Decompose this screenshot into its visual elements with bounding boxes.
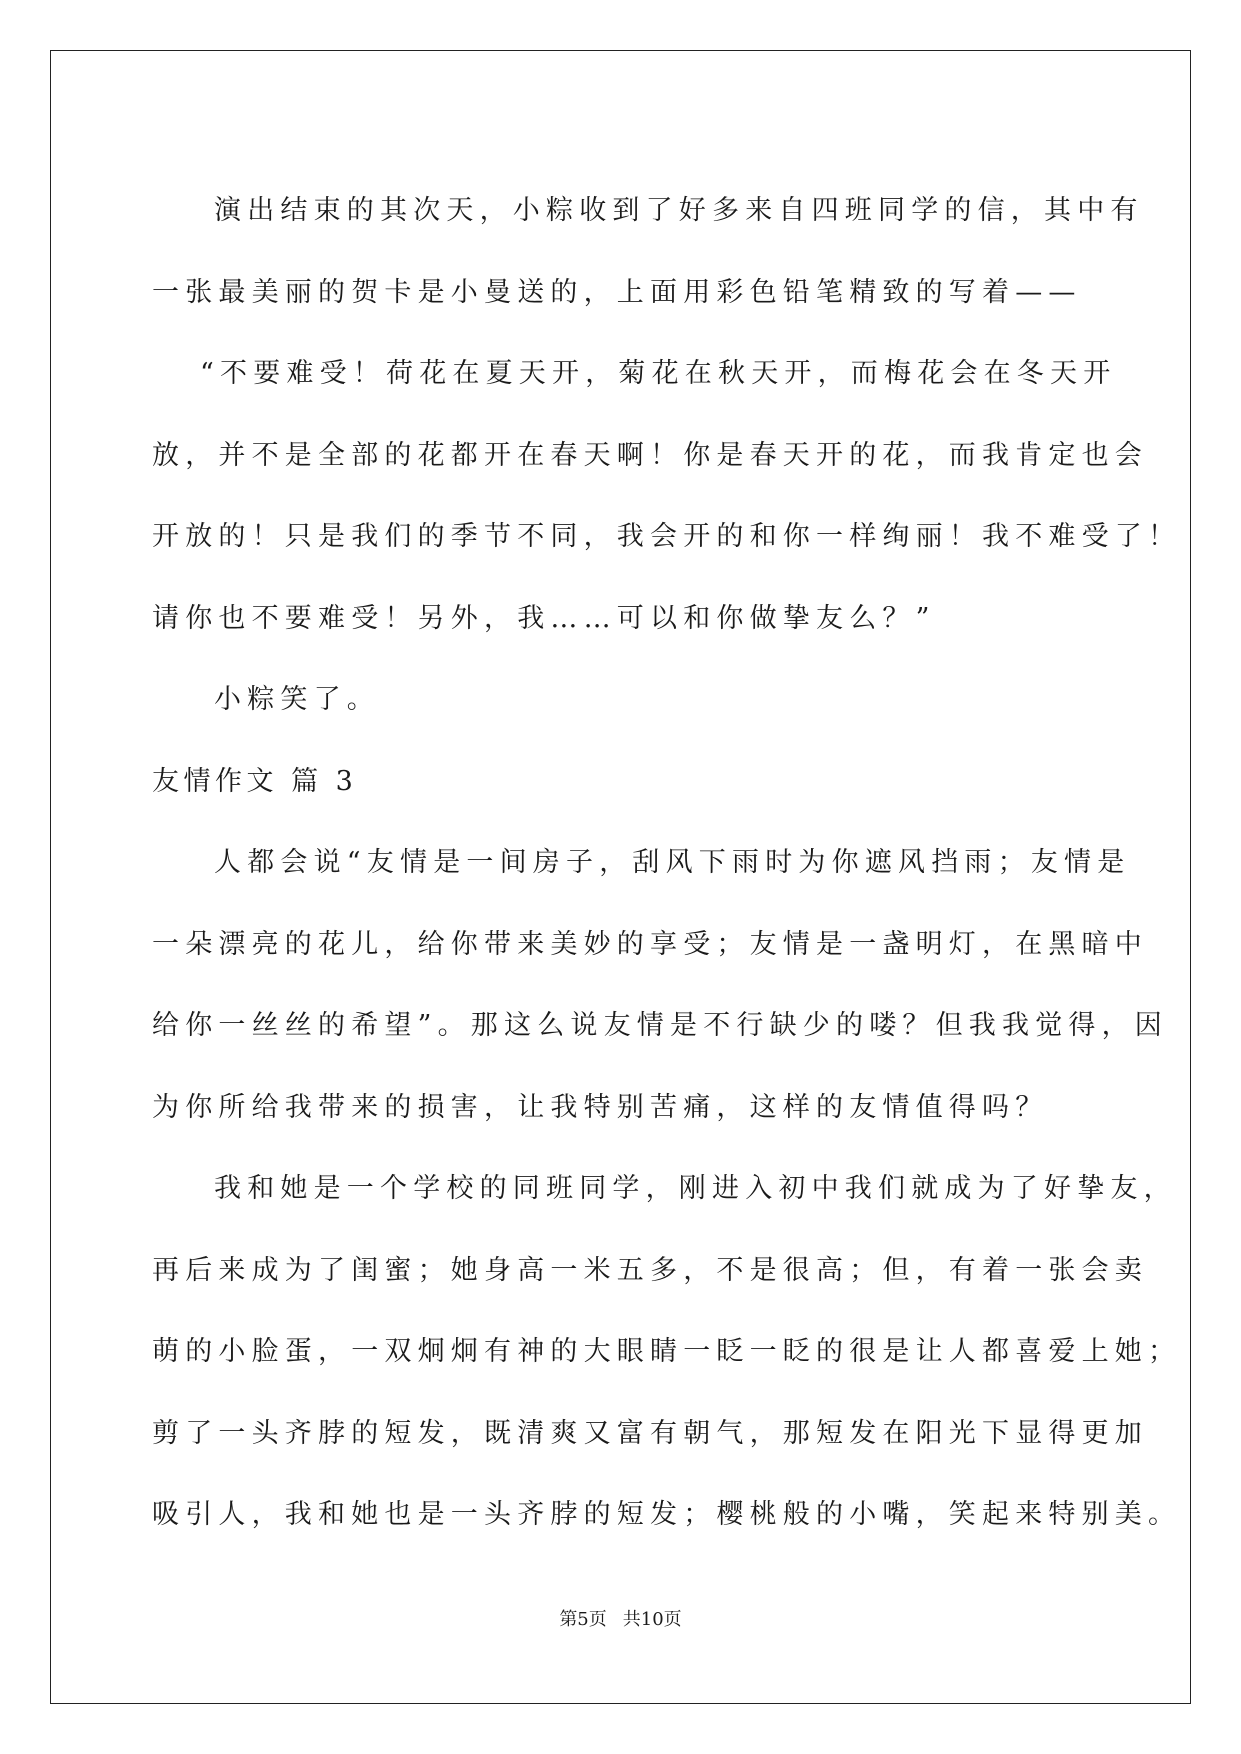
document-body <box>152 170 1182 1556</box>
paragraph-line: 萌的小脸蛋，一双炯炯有神的大眼睛一眨一眨的很是让人都喜爱上她； <box>152 1336 1182 1367</box>
page-total: 共10页 <box>622 1609 682 1630</box>
paragraph-line: 请你也不要难受！另外，我……可以和你做挚友么？” <box>152 602 936 634</box>
page-footer <box>0 1608 1241 1632</box>
paragraph-line: 开放的！只是我们的季节不同，我会开的和你一样绚丽！我不难受了！ <box>152 521 1182 552</box>
page-number: 第5页 <box>559 1609 607 1630</box>
paragraph-line: 一朵漂亮的花儿，给你带来美妙的享受；友情是一盏明灯，在黑暗中 <box>152 928 1148 960</box>
paragraph-line: 再后来成为了闺蜜；她身高一米五多，不是很高；但，有着一张会卖 <box>152 1254 1148 1286</box>
paragraph-line: “不要难受！荷花在夏天开，菊花在秋天开，而梅花会在冬天开 <box>200 358 1117 389</box>
paragraph-line: 剪了一头齐脖的短发，既清爽又富有朝气，那短发在阳光下显得更加 <box>152 1417 1148 1449</box>
paragraph-line: 给你一丝丝的希望”。那这么说友情是不行缺少的喽？但我我觉得，因 <box>152 1010 1169 1041</box>
paragraph-line: 吸引人，我和她也是一头齐脖的短发；樱桃般的小嘴，笑起来特别美。 <box>152 1499 1182 1530</box>
paragraph-line: 放，并不是全部的花都开在春天啊！你是春天开的花，而我肯定也会 <box>152 439 1148 471</box>
paragraph-line: 一张最美丽的贺卡是小曼送的，上面用彩色铅笔精致的写着—— <box>152 276 1082 308</box>
paragraph-line: 为你所给我带来的损害，让我特别苦痛，这样的友情值得吗？ <box>152 1091 1049 1123</box>
paragraph-line: 演出结束的其次天，小粽收到了好多来自四班同学的信，其中有 <box>214 195 1144 226</box>
paragraph-line: 小粽笑了。 <box>214 684 380 715</box>
paragraph-line: 我和她是一个学校的同班同学，刚进入初中我们就成为了好挚友， <box>214 1173 1177 1204</box>
section-heading: 友情作文 篇 3 <box>152 765 358 797</box>
paragraph-line: 人都会说“友情是一间房子，刮风下雨时为你遮风挡雨；友情是 <box>214 847 1131 878</box>
